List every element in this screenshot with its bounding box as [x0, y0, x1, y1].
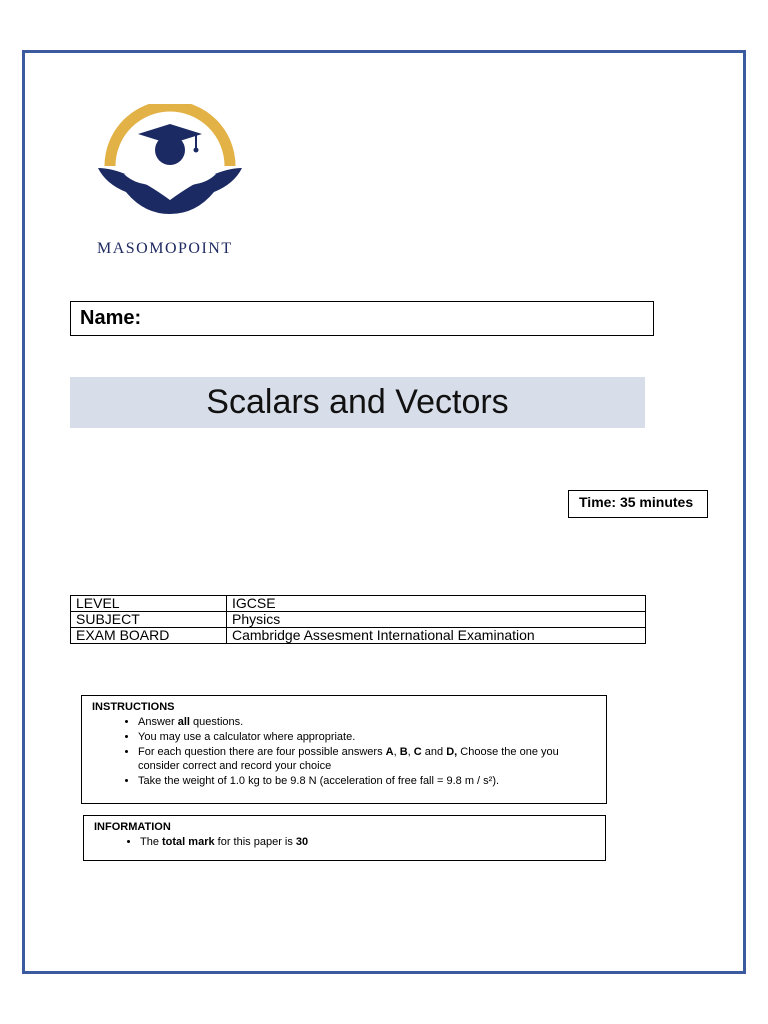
- detail-value: Cambridge Assesment International Examination: [227, 628, 646, 644]
- information-emphasis: total mark: [162, 836, 215, 848]
- list-item: [138, 730, 596, 744]
- detail-value: Physics: [227, 612, 646, 628]
- information-text: The: [140, 836, 163, 848]
- table-row: [71, 628, 646, 644]
- instruction-text: Answer: [138, 716, 178, 728]
- instruction-text: ,: [393, 746, 400, 758]
- instruction-text: and: [421, 746, 447, 758]
- instruction-text: ,: [407, 746, 414, 758]
- instruction-emphasis: all: [177, 716, 190, 728]
- page-title: Scalars and Vectors: [206, 383, 509, 421]
- option-letter: D,: [446, 746, 458, 758]
- information-text: for this paper is: [214, 836, 296, 848]
- instructions-box: [81, 695, 607, 804]
- instruction-text: Take the weight of 1.0 kg to be 9.8 N (acceleration of free fall = 9.8 m / s²).: [138, 775, 500, 787]
- table-row: [71, 596, 646, 612]
- instruction-text: For each question there are four possible answers: [138, 746, 386, 758]
- detail-key: LEVEL: [71, 596, 227, 612]
- instructions-title: INSTRUCTIONS: [92, 701, 175, 713]
- exam-details-table: [70, 595, 646, 644]
- option-letter: A: [385, 746, 394, 758]
- total-mark-value: 30: [295, 836, 309, 848]
- information-box: [83, 815, 606, 861]
- title-banner: [70, 377, 645, 428]
- instruction-text: You may use a calculator where appropriate.: [138, 731, 356, 743]
- time-allowed: Time: 35 minutes: [568, 490, 708, 518]
- instruction-text: Choose the one you consider correct and record your choice: [138, 746, 559, 772]
- brand-name: MASOMOPOINT: [97, 240, 233, 257]
- detail-value: IGCSE: [227, 596, 646, 612]
- table-row: [71, 612, 646, 628]
- list-item: [138, 715, 596, 729]
- information-list: [94, 835, 595, 849]
- instructions-list: [92, 715, 596, 788]
- list-item: [140, 835, 595, 849]
- name-label: Name:: [80, 307, 142, 329]
- graduation-cap-book-logo-icon: [96, 104, 244, 219]
- option-letter: B: [399, 746, 408, 758]
- list-item: [138, 774, 596, 788]
- option-letter: C: [413, 746, 422, 758]
- detail-key: EXAM BOARD: [71, 628, 227, 644]
- instruction-text: questions.: [189, 716, 244, 728]
- name-field[interactable]: [70, 301, 654, 336]
- detail-key: SUBJECT: [71, 612, 227, 628]
- information-title: INFORMATION: [94, 821, 171, 833]
- list-item: [138, 745, 596, 773]
